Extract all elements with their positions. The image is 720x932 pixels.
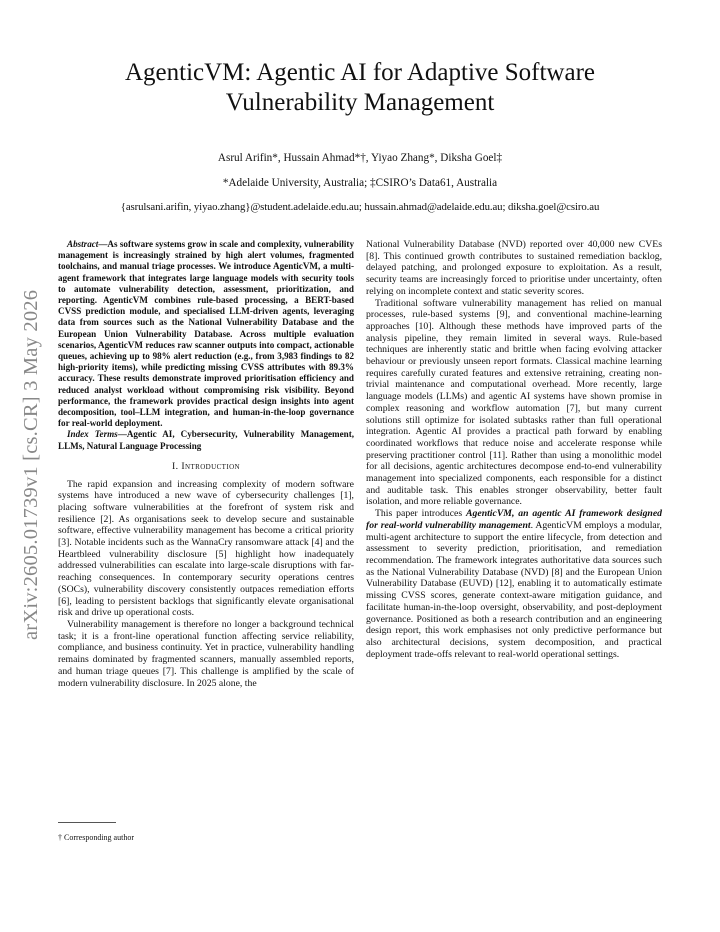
footnote-divider xyxy=(58,822,116,823)
author-emails: {asrulsani.arifin, yiyao.zhang}@student.adelaide.edu.au; hussain.ahmad@adelaide.edu.au; diksha.goel@csiro.au xyxy=(120,201,600,213)
contribution-text: . AgenticVM employs a modular, multi-agent architecture to support the entire lifecycle, from detection and assessment to severity prediction, prioritisation, and remediation recommendation. The framework integrates authoritative data sources such as the National Vulnerability Database (NVD) [8] and the European Union Vulnerability Database (EUVD) [12], enabling it to automatically estimate missing CVSS scores, generate context-aware mitigation guidance, and facilitate human-in-the-loop oversight, observability, and post-deployment governance. Positioned as both a research contribution and an engineering design report, this work emphasises not only predictive performance but also architectural decisions, system decomposition, and practical deployment trade-offs relevant to real-world operational settings. xyxy=(366,519,662,660)
left-column xyxy=(58,239,354,689)
intro-paragraph-2: Vulnerability management is therefore no longer a background technical task; it is a front-line operational function affecting service reliability, compliance, and business continuity. Yet in practice, vulnerability handling remains dominated by fragmented scanners, manually assembled reports, and human triage queues [7]. This challenge is amplified by the scale of modern vulnerability disclosure. In 2025 alone, the xyxy=(58,619,354,689)
abstract-label: Abstract xyxy=(67,239,99,249)
title-line-2: Vulnerability Management xyxy=(225,89,495,116)
contribution-lead: This paper introduces xyxy=(375,508,467,520)
index-terms-label: Index Terms xyxy=(67,429,118,440)
intro-paragraph-3: Traditional software vulnerability management has relied on manual processes, rule-based systems [9], and conventional machine-learning approaches [10]. Although these methods have improved parts of the analysis pipeline, they remain limited in several ways. Rule-based techniques are inherently static and brittle when facing evolving attacker behaviour or previously unseen report formats. Classical machine learning requires carefully curated features and extensive retraining, creating non-trivial maintenance and computational overhead. More recently, large language models (LLMs) and agentic AI systems have shown promise in complex reasoning and workflow automation [7], but many current solutions still optimize for isolated subtasks rather than full operational integration. Agentic AI provides a practical path forward by enabling coordinated workflows that reduce noise and accelerate response while preserving practitioner control [11]. Rather than using a monolithic model for all decisions, agentic architectures decompose end-to-end vulnerability management into specialized components, each responsible for a distinct and auditable task. This enables stronger observability, better fault isolation, and more reliable governance. xyxy=(366,297,662,508)
intro-paragraph-1: The rapid expansion and increasing complexity of modern software systems have introduced a new wave of cybersecurity challenges [1], placing software vulnerabilities at the forefront of system risk and resilience [2]. As organisations seek to develop secure and sustainable software, effective vulnerability management has become a critical priority [3]. Notable incidents such as the WannaCry ransomware attack [4] and the Heartbleed vulnerability disclosure [5] highlight how inadequately addressed vulnerabilities can escalate into large-scale disruptions with far-reaching consequences. In contemporary security operations centres (SOCs), vulnerability discovery consistently outpaces remediation efforts [6], leading to persistent backlogs that significantly elevate organisational risk and drive up operational costs. xyxy=(58,478,354,619)
paper-title xyxy=(60,58,660,118)
footnote-corresponding-author: † Corresponding author xyxy=(58,833,134,842)
contribution-emphasis: AgenticVM, an agentic AI framework designed for real-world vulnerability management xyxy=(366,508,663,531)
section-heading-introduction: I. Introduction xyxy=(172,460,240,472)
index-terms-text: —Agentic AI, Cybersecurity, Vulnerability Management, LLMs, Natural Language Processing xyxy=(58,429,354,451)
affiliations: *Adelaide University, Australia; ‡CSIRO’s Data61, Australia xyxy=(222,177,498,189)
index-terms xyxy=(58,429,354,451)
author-list: Asrul Arifin*, Hussain Ahmad*†, Yiyao Zhang*, Diksha Goel‡ xyxy=(217,152,503,164)
intro-paragraph-4 xyxy=(366,508,662,660)
intro-paragraph-2-continued: National Vulnerability Database (NVD) reported over 40,000 new CVEs [8]. This continued growth contributes to sustained remediation backlog, delayed patching, and prolonged exposure to exploitation. As a result, security teams are increasingly forced to prioritise under uncertainty, often relying on incomplete context and static severity scores. xyxy=(366,239,662,297)
arxiv-identifier: arXiv:2605.01739v1 [cs.CR] 3 May 2026 xyxy=(20,289,42,640)
title-line-1: AgenticVM: Agentic AI for Adaptive Software xyxy=(124,59,596,86)
abstract-text: —As software systems grow in scale and complexity, vulnerability management is increasingly strained by high alert volumes, fragmented toolchains, and manual triage processes. We introduce AgenticVM, a multi-agent framework that integrates large language models with security tools to automate vulnerability detection, assessment, prioritization, and reporting. AgenticVM combines rule-based processing, a BERT-based CVSS prediction module, and specialised LLM-driven agents, leveraging data from sources such as the National Vulnerability Database and the European Union Vulnerability Database. Across multiple evaluation scenarios, AgenticVM reduces raw scanner outputs into compact, actionable queues, achieving up to 98% alert reduction (e.g., from 3,983 findings to 82 high-priority items), while predicting missing CVSS attributes with 89.3% accuracy. These results demonstrate improved prioritisation efficiency and reduced analyst workload without compromising risk visibility. Beyond performance, the framework provides practical design insights into agent decomposition, tool–LLM integration, and human-in-the-loop governance for real-world deployment. xyxy=(58,239,354,429)
abstract xyxy=(58,239,354,429)
right-column xyxy=(366,239,662,660)
